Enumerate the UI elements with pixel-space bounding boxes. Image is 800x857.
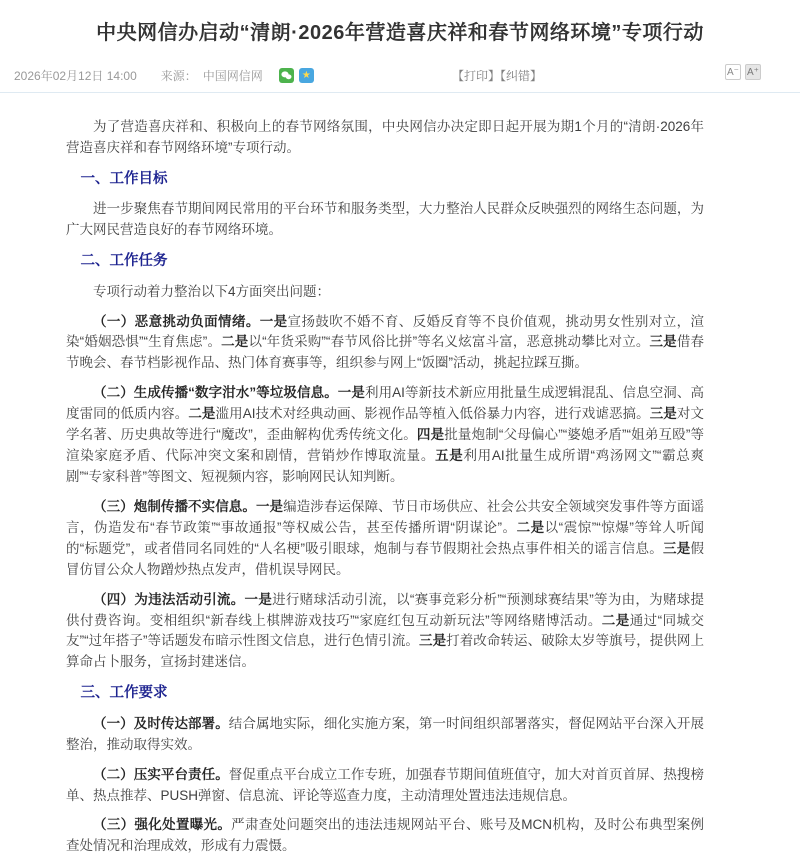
article-body: [0, 93, 800, 857]
paragraph-text: 进行赌球活动引流，以“赛事竞彩分析”“预测球赛结果”等为由，为赌球提供付费咨询。变相组织“新春线上棋牌游戏技巧”“家庭红包互动新玩法”等网络赌博活动。: [66, 591, 705, 628]
source-label: 来源：: [160, 69, 197, 83]
article-paragraph: [66, 497, 704, 581]
paragraph-text: 为了营造喜庆祥和、积极向上的春节网络氛围，中央网信办决定即日起开展为期1个月的“清朗·2026年营造喜庆祥和春节网络环境”专项行动。: [66, 119, 704, 155]
paragraph-text: 利用AI批量生成所谓“鸡汤网文”“霸总爽剧”“专家科普”等图文、短视频内容，影响网民认知判断。: [66, 448, 705, 484]
paragraph-bold-text: （二）压实平台责任。: [93, 766, 229, 782]
paragraph-text: 借春节晚会、春节档影视作品、热门体育赛事等，组织参与网上“饭圈”活动，挑起拉踩互撕。: [66, 334, 705, 371]
paragraph-text: 批量炮制“父母偏心”“婆媳矛盾”“姐弟互殴”等渲染家庭矛盾、代际冲突文案和剧情，营销炒作博取流量。: [66, 427, 704, 464]
meta-bar: [0, 62, 800, 93]
paragraph-text: 假冒仿冒公众人物蹭炒热点发声，借机误导网民。: [66, 540, 705, 577]
article-paragraph: [66, 383, 704, 488]
paragraph-text: 以“震惊”“惊爆”等耸人听闻的“标题党”，或者借同名同姓的“人名梗”吸引眼球，炮制与春节假期社会热点事件相关的谣言信息。: [66, 519, 704, 556]
font-decrease-button[interactable]: A⁻: [725, 64, 741, 80]
paragraph-bold-text: 二是: [601, 612, 630, 628]
wechat-share-icon[interactable]: [279, 68, 294, 83]
section-heading: 二、工作任务: [80, 253, 168, 270]
publish-date: 2026年02月12日 14:00: [14, 69, 137, 83]
article-paragraph: [66, 199, 704, 241]
error-correction-button[interactable]: 【纠错】: [500, 69, 543, 83]
page-title: 中央网信办启动“清朗·2026年营造喜庆祥和春节网络环境”专项行动: [96, 22, 704, 44]
article-paragraph: [66, 815, 704, 857]
paragraph-bold-text: （三）强化处置曝光。: [93, 817, 232, 833]
paragraph-text: 利用AI等新技术新应用批量生成逻辑混乱、信息空洞、高度雷同的低质内容。: [66, 385, 704, 422]
paragraph-text: 结合属地实际，细化实施方案，第一时间组织部署落实，督促网站平台深入开展整治，推动取得实效。: [66, 715, 705, 752]
article-paragraph: [66, 765, 704, 807]
paragraph-bold-text: （三）炮制传播不实信息。一是: [93, 498, 284, 514]
print-button[interactable]: 【打印】: [452, 69, 501, 83]
paragraph-text: 打着改命转运、破除太岁等旗号，提供网上算命占卜服务，宣扬封建迷信。: [66, 633, 704, 670]
weibo-star-glyph: ★: [301, 69, 311, 81]
font-size-controls: [725, 64, 761, 80]
paragraph-bold-text: 四是: [416, 427, 445, 443]
paragraph-text: 通过“同城交友”“过年搭子”等话题发布暗示性图文信息，进行色情引流。: [66, 612, 705, 649]
paragraph-text: 严肃查处问题突出的违法违规网站平台、账号及MCN机构，及时公布典型案例查处情况和治理成效，形成有力震慑。: [66, 817, 704, 854]
paragraph-text: 滥用AI技术对经典动画、影视作品等植入低俗暴力内容，进行戏谑恶搞。: [215, 406, 650, 422]
article-paragraph: [66, 714, 704, 756]
paragraph-bold-text: 二是: [188, 406, 216, 422]
paragraph-bold-text: 三是: [649, 406, 677, 422]
meta-actions: [452, 67, 542, 84]
source-name: 中国网信网: [202, 69, 263, 83]
article-paragraph: [66, 282, 704, 303]
paragraph-text: 编造涉春运保障、节日市场供应、社会公共安全领域突发事件等方面谣言，伪造发布“春节政策”“事故通报”等权威公告，甚至传播所谓“阴谋论”。: [66, 498, 705, 535]
weibo-share-icon[interactable]: [299, 68, 314, 83]
paragraph-bold-text: （四）为违法活动引流。一是: [93, 591, 273, 607]
font-increase-button[interactable]: A⁺: [745, 64, 761, 80]
paragraph-text: 对文学名著、历史典故等进行“魔改”，歪曲解构优秀传统文化。: [66, 406, 704, 443]
article-paragraph: [66, 117, 704, 159]
paragraph-bold-text: （一）及时传达部署。: [93, 715, 229, 731]
paragraph-bold-text: 三是: [419, 633, 447, 649]
share-icons: [279, 68, 314, 83]
paragraph-bold-text: （二）生成传播“数字泔水”等垃圾信息。一是: [93, 385, 365, 401]
paragraph-bold-text: （一）恶意挑动负面情绪。一是: [93, 313, 288, 329]
section-heading: 一、工作目标: [80, 170, 168, 187]
paragraph-text: 宣扬鼓吹不婚不育、反婚反育等不良价值观，挑动男女性别对立，渲染“婚姻恐惧”“生育焦虑”。: [66, 313, 705, 350]
paragraph-bold-text: 五是: [435, 448, 464, 464]
section-heading: 三、工作要求: [80, 685, 168, 702]
paragraph-text: 督促重点平台成立工作专班，加强春节期间值班值守，加大对首页首屏、热搜榜单、热点推荐、PUSH弹窗、信息流、评论等巡查力度，主动清理处置违法违规信息。: [66, 766, 705, 803]
article-paragraph: [66, 590, 704, 674]
article-paragraph: [66, 312, 704, 375]
paragraph-text: 进一步聚焦春节期间网民常用的平台环节和服务类型，大力整治人民群众反映强烈的网络生态问题，为广大网民营造良好的春节网络环境。: [66, 201, 704, 238]
paragraph-bold-text: 三是: [649, 334, 677, 350]
paragraph-bold-text: 二是: [221, 334, 249, 350]
paragraph-bold-text: 二是: [516, 519, 545, 535]
paragraph-text: 专项行动着力整治以下4方面突出问题：: [93, 283, 331, 299]
meta-left-group: [14, 67, 314, 84]
paragraph-text: 以“年货采购”“春节风俗比拼”等名义炫富斗富，恶意挑动攀比对立。: [248, 334, 650, 350]
paragraph-bold-text: 三是: [662, 540, 691, 556]
